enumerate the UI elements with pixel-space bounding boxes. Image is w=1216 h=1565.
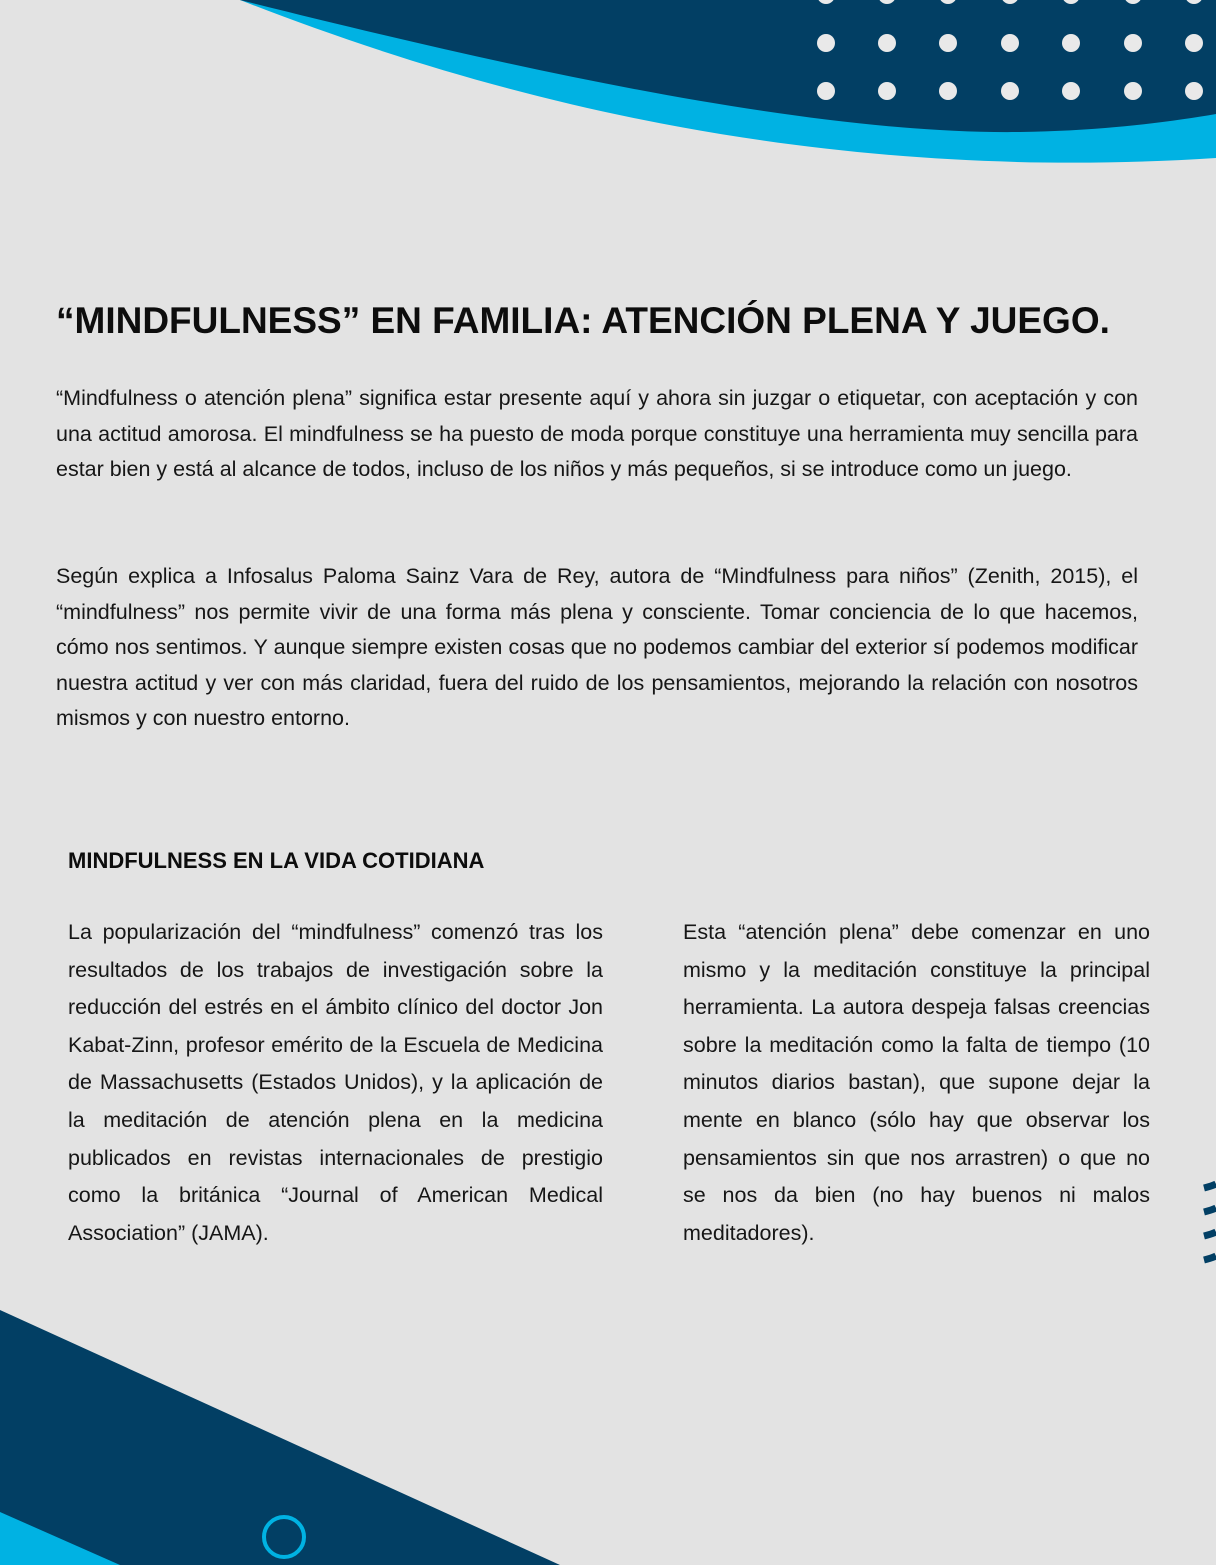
intro-paragraph-1: “Mindfulness o atención plena” significa estar presente aquí y ahora sin juzgar o etiquetar, con aceptación y con una actitud amorosa. El mindfulness se ha puesto de moda porque constituye una herramienta muy sencilla para estar bien y está al alcance de todos, incluso de los niños y más pequeños, si se introduce como un juego. xyxy=(56,386,1138,482)
decorative-dot xyxy=(1185,34,1203,52)
bottom-navy-shape xyxy=(0,1310,560,1565)
right-edge-dashes xyxy=(1204,1184,1216,1260)
decorative-dot xyxy=(939,34,957,52)
decorative-dot xyxy=(1124,82,1142,100)
decorative-dot xyxy=(1185,82,1203,100)
decorative-dot xyxy=(939,82,957,100)
decorative-dot xyxy=(878,82,896,100)
decorative-dot xyxy=(878,34,896,52)
section-left-column: La popularización del “mindfulness” comenzó tras los resultados de los trabajos de investigación sobre la reducción del estrés en el ámbito clínico del doctor Jon Kabat-Zinn, profesor emérito de la Escuela de Medicina de Massachusetts (Estados Unidos), y la aplicación de la meditación de atención plena en la medicina publicados en revistas internacionales de prestigio como la británica “Journal of American Medical Association” (JAMA). xyxy=(68,920,603,1245)
section-right-column: Esta “atención plena” debe comenzar en uno mismo y la meditación constituye la principal herramienta. La autora despeja falsas creencias sobre la meditación como la falta de tiempo (10 minutos diarios bastan), que supone dejar la mente en blanco (sólo hay que observar los pensamientos sin que nos arrastren) o que no se nos da bien (no hay buenos ni malos meditadores). xyxy=(683,920,1150,1245)
decorative-dot xyxy=(1001,34,1019,52)
decorative-dot xyxy=(1062,34,1080,52)
intro-paragraph-2: Según explica a Infosalus Paloma Sainz Vara de Rey, autora de “Mindfulness para niños” (Zenith, 2015), el “mindfulness” nos permite vivir de una forma más plena y consciente. Tomar conciencia de lo que hacemos, cómo nos sentimos. Y aunque siempre existen cosas que no podemos cambiar del exterior sí podemos modificar nuestra actitud y ver con más claridad, fuera del ruido de los pensamientos, mejorando la relación con nosotros mismos y con nuestro entorno. xyxy=(56,564,1138,731)
section-heading: MINDFULNESS EN LA VIDA COTIDIANA xyxy=(68,848,485,873)
decorative-dot xyxy=(1001,82,1019,100)
decorative-dot xyxy=(817,34,835,52)
decorative-dot xyxy=(1124,34,1142,52)
article-title: “MINDFULNESS” EN FAMILIA: ATENCIÓN PLENA Y JUEGO. xyxy=(56,300,1110,341)
decorative-dot xyxy=(1062,82,1080,100)
decorative-dot xyxy=(817,82,835,100)
